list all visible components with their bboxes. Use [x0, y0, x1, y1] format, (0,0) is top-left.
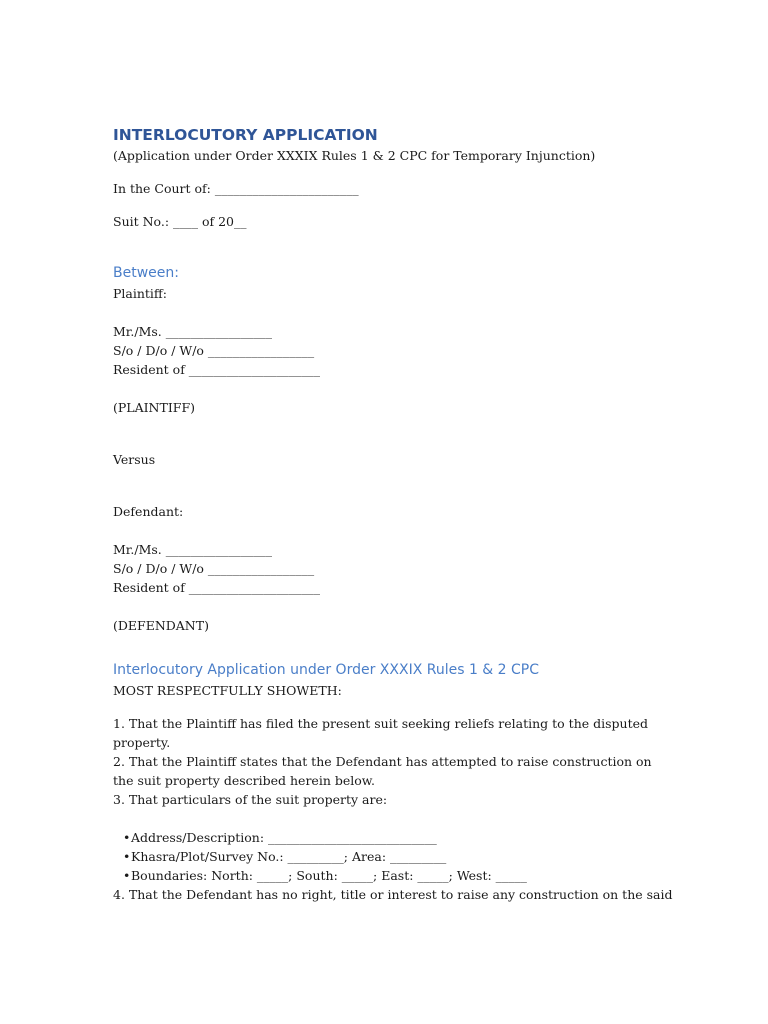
spacer	[113, 521, 673, 540]
paragraph-4: 4. That the Defendant has no right, title or interest to raise any construction on the said	[113, 887, 673, 902]
document-subtitle: (Application under Order XXXIX Rules 1 & 2 CPC for Temporary Injunction)	[113, 148, 596, 163]
application-heading: Interlocutory Application under Order XXXIX Rules 1 & 2 CPC	[113, 662, 540, 678]
spacer	[113, 469, 673, 502]
property-survey-line: Khasra/Plot/Survey No.: _________; Area: _________	[131, 849, 447, 864]
paragraph-1: 1. That the Plaintiff has filed the present suit seeking reliefs relating to the disputed property.	[113, 716, 653, 750]
list-item	[113, 847, 673, 866]
defendant-relation-line: S/o / D/o / W/o _________________	[113, 561, 315, 576]
spacer	[113, 165, 673, 179]
spacer	[113, 198, 673, 212]
spacer	[113, 303, 673, 322]
defendant-name-line: Mr./Ms. _________________	[113, 542, 272, 557]
document-body	[113, 124, 673, 904]
property-address-line: Address/Description: ___________________________	[131, 830, 437, 845]
suit-number-line: Suit No.: ____ of 20__	[113, 214, 247, 229]
versus-label: Versus	[113, 452, 156, 467]
spacer	[113, 417, 673, 450]
spacer	[113, 700, 673, 714]
paragraph-3: 3. That particulars of the suit property are:	[113, 792, 388, 807]
plaintiff-label: Plaintiff:	[113, 286, 168, 301]
court-line: In the Court of: _______________________	[113, 181, 359, 196]
plaintiff-relation-line: S/o / D/o / W/o _________________	[113, 343, 315, 358]
list-item	[113, 828, 673, 847]
bullet-icon: •	[123, 849, 131, 864]
bullet-icon: •	[123, 868, 131, 883]
defendant-label: Defendant:	[113, 504, 184, 519]
document-title: INTERLOCUTORY APPLICATION	[113, 126, 378, 144]
spacer	[113, 231, 673, 262]
spacer	[113, 809, 673, 828]
spacer	[113, 597, 673, 616]
defendant-tag: (DEFENDANT)	[113, 618, 209, 633]
property-boundaries-line: Boundaries: North: _____; South: _____; East: _____; West: _____	[131, 868, 527, 883]
spacer	[113, 379, 673, 398]
list-item	[113, 866, 673, 885]
property-particulars-list	[113, 828, 673, 885]
spacer	[113, 635, 673, 659]
showeth-line: MOST RESPECTFULLY SHOWETH:	[113, 683, 342, 698]
between-heading: Between:	[113, 265, 179, 281]
plaintiff-residence-line: Resident of _____________________	[113, 362, 321, 377]
plaintiff-name-line: Mr./Ms. _________________	[113, 324, 272, 339]
paragraph-2: 2. That the Plaintiff states that the Defendant has attempted to raise construction on the suit property described herein below.	[113, 754, 656, 788]
bullet-icon: •	[123, 830, 131, 845]
plaintiff-tag: (PLAINTIFF)	[113, 400, 195, 415]
defendant-residence-line: Resident of _____________________	[113, 580, 321, 595]
